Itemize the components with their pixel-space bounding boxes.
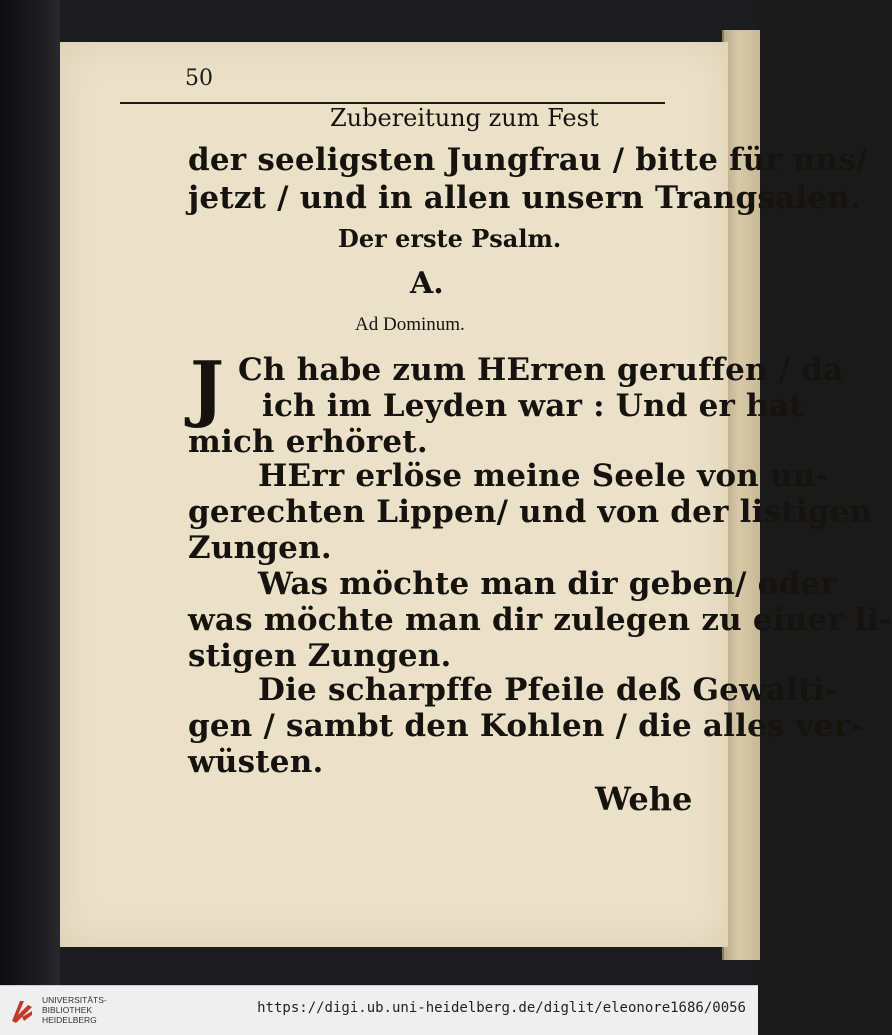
text-line: stigen Zungen. (188, 638, 452, 674)
page-url-link[interactable]: https://digi.ub.uni-heidelberg.de/diglit/eleonore1686/0056 (257, 1000, 746, 1016)
text-line: wüsten. (188, 744, 324, 780)
text-line: was möchte man dir zulegen zu einer li- (188, 602, 892, 638)
footer-bar (0, 985, 758, 1035)
logo-line: BIBLIOTHEK (42, 1005, 93, 1015)
text-line: jetzt / und in allen unsern Trangsalen. (188, 180, 861, 216)
psalm-title: Der erste Psalm. (338, 224, 562, 253)
drop-cap: J (190, 345, 225, 430)
section-letter: A. (410, 266, 444, 301)
section-subtitle: Ad Dominum. (355, 314, 465, 335)
text-line: Ch habe zum HErren geruffen / da (238, 352, 844, 388)
logo-line: HEIDELBERG (42, 1015, 97, 1025)
logo-line: UNIVERSITÄTS- (42, 995, 107, 1005)
text-line: Die scharpffe Pfeile deß Gewalti- (258, 672, 838, 708)
library-logo-icon[interactable] (8, 997, 36, 1025)
text-line: der seeligsten Jungfrau / bitte für uns/ (188, 142, 868, 178)
text-line: HErr erlöse meine Seele von un- (258, 458, 829, 494)
running-head: Zubereitung zum Fest (330, 104, 599, 132)
book-binding (0, 0, 60, 985)
page-header (120, 62, 665, 104)
catchword: Wehe (595, 780, 693, 818)
text-line: Was möchte man dir geben/ oder (258, 566, 837, 602)
text-line: gen / sambt den Kohlen / die alles ver- (188, 708, 864, 744)
text-line: ich im Leyden war : Und er hat (262, 388, 804, 424)
text-line: mich erhöret. (188, 424, 428, 460)
page-number: 50 (185, 66, 213, 91)
library-logo-text[interactable] (42, 995, 152, 1025)
text-line: Zungen. (188, 530, 332, 566)
text-line: gerechten Lippen/ und von der listigen (188, 494, 873, 530)
